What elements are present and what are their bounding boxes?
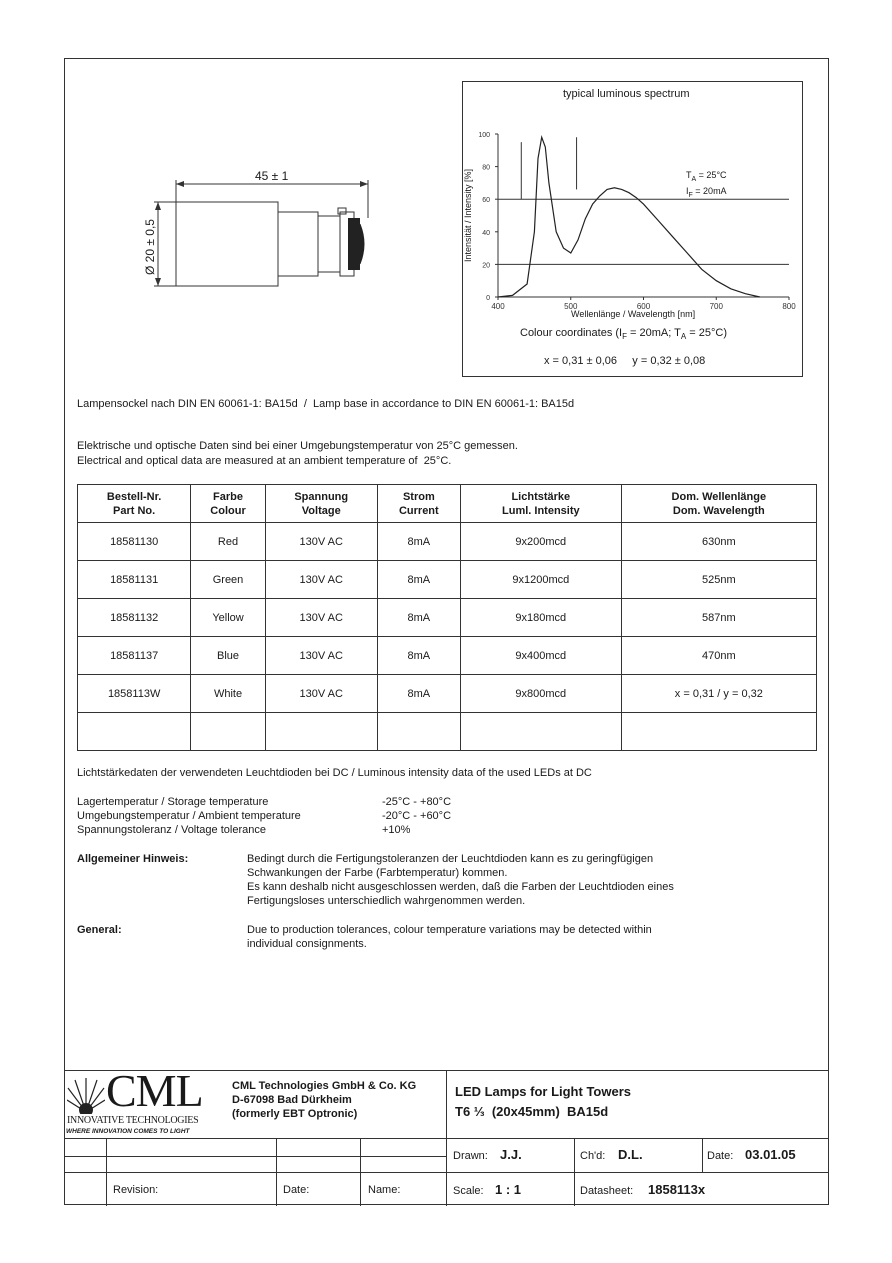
header-intensity: Lichtstärke Luml. Intensity xyxy=(460,485,621,523)
y-tick-label: 40 xyxy=(482,229,490,237)
scale-label: Scale: xyxy=(453,1185,484,1197)
company-name: CML Technologies GmbH & Co. KG xyxy=(232,1080,417,1092)
header-current: Strom Current xyxy=(377,485,460,523)
colour-coordinates-title: Colour coordinates ($I_F = 20mA$; $T_A = 25^\circ C$) xyxy=(520,327,728,342)
cell-intensity: 9x400mcd xyxy=(460,637,621,675)
cell-intensity xyxy=(460,713,621,751)
cell-intensity: 9x1200mcd xyxy=(460,561,621,599)
product-subtitle: T6 ⅓ (20x45mm) BA15d xyxy=(455,1104,609,1119)
cml-logo-tagline: WHERE INNOVATION COMES TO LIGHT xyxy=(66,1128,190,1135)
table-row xyxy=(78,637,817,675)
header-part-no: Bestell-Nr. Part No. xyxy=(78,485,191,523)
y-tick-label: 60 xyxy=(482,197,490,205)
header-voltage: Spannung Voltage xyxy=(265,485,377,523)
cell-current: 8mA xyxy=(377,599,460,637)
general-en-line: Due to production tolerances, colour temperature variations may be detected within xyxy=(247,924,652,936)
cell-colour: Blue xyxy=(191,637,266,675)
general-de-line: Bedingt durch die Fertigungstoleranzen der Leuchtdioden kann es zu geringfügigen xyxy=(247,853,654,865)
table-row xyxy=(78,599,817,637)
cell-voltage: 130V AC xyxy=(265,523,377,561)
cml-logo-text: CML xyxy=(106,1065,203,1116)
spec-label: Spannungstoleranz / Voltage tolerance xyxy=(77,824,266,836)
general-en-label: General: xyxy=(77,924,122,936)
cell-intensity: 9x180mcd xyxy=(460,599,621,637)
checked-label: Ch'd: xyxy=(580,1150,606,1162)
diameter-dimension: Ø 20 ± 0,5 xyxy=(143,219,157,275)
general-en-line: individual consignments. xyxy=(247,938,367,950)
y-tick-label: 0 xyxy=(486,295,490,302)
table-row xyxy=(78,713,817,751)
revision-date-label: Date: xyxy=(283,1184,310,1196)
cml-logo-subtitle: INNOVATIVE TECHNOLOGIES xyxy=(67,1115,199,1126)
x-tick-label: 800 xyxy=(782,302,796,311)
product-title: LED Lamps for Light Towers xyxy=(455,1084,631,1099)
cell-wavelength: x = 0,31 / y = 0,32 xyxy=(621,675,816,713)
spectrum-series-line xyxy=(498,137,760,297)
table-row xyxy=(78,561,817,599)
x-tick-label: 600 xyxy=(636,302,651,311)
checked-value: D.L. xyxy=(618,1147,643,1162)
header-wavelength: Dom. Wellenlänge Dom. Wavelength xyxy=(621,485,816,523)
cell-voltage: 130V AC xyxy=(265,599,377,637)
cell-intensity: 9x200mcd xyxy=(460,523,621,561)
x-tick-label: 700 xyxy=(709,302,723,311)
cell-current xyxy=(377,713,460,751)
cell-colour: Yellow xyxy=(191,599,266,637)
drawn-label: Drawn: xyxy=(453,1150,488,1162)
cell-part-no xyxy=(78,713,191,751)
cell-wavelength: 470nm xyxy=(621,637,816,675)
spectrum-y-axis-label: Intensität / Intensity [%] xyxy=(463,168,473,262)
spec-value: -25°C - +80°C xyxy=(382,796,452,808)
cell-wavelength xyxy=(621,713,816,751)
spectrum-title: typical luminous spectrum xyxy=(563,88,690,100)
cell-voltage: 130V AC xyxy=(265,561,377,599)
product-table xyxy=(77,484,817,751)
y-tick-label: 20 xyxy=(482,262,490,270)
datasheet-label: Datasheet: xyxy=(580,1185,634,1197)
ta-annotation: $T_A = 25^\circ C$ xyxy=(686,170,727,183)
datasheet-value: 1858113x xyxy=(648,1182,706,1197)
table-row xyxy=(78,675,817,713)
cell-voltage xyxy=(265,713,377,751)
cell-current: 8mA xyxy=(377,637,460,675)
drawn-value: J.J. xyxy=(500,1147,522,1162)
general-de-line: Schwankungen der Farbe (Farbtemperatur) kommen. xyxy=(247,867,508,879)
cell-voltage: 130V AC xyxy=(265,637,377,675)
date-value: 03.01.05 xyxy=(745,1147,796,1162)
measure-note-de: Elektrische und optische Daten sind bei einer Umgebungstemperatur von 25°C gemessen. xyxy=(77,440,518,452)
cell-wavelength: 630nm xyxy=(621,523,816,561)
cell-part-no: 18581132 xyxy=(78,599,191,637)
cell-current: 8mA xyxy=(377,675,460,713)
revision-label: Revision: xyxy=(113,1184,159,1196)
spec-label: Lagertemperatur / Storage temperature xyxy=(77,796,269,808)
cell-current: 8mA xyxy=(377,561,460,599)
cell-part-no: 18581130 xyxy=(78,523,191,561)
y-tick-label: 80 xyxy=(482,164,490,172)
general-de-line: Fertigungsloses unterschiedlich wahrgenommen werden. xyxy=(247,895,526,907)
cell-current: 8mA xyxy=(377,523,460,561)
cell-colour: White xyxy=(191,675,266,713)
revision-name-label: Name: xyxy=(368,1184,401,1196)
company-address: D-67098 Bad Dürkheim xyxy=(232,1094,352,1106)
table-row xyxy=(78,523,817,561)
cell-voltage: 130V AC xyxy=(265,675,377,713)
spectrum-x-axis-label: Wellenlänge / Wavelength [nm] xyxy=(571,309,696,319)
cml-logo-icon xyxy=(67,1076,105,1114)
x-tick-label: 500 xyxy=(564,302,578,311)
cell-part-no: 18581137 xyxy=(78,637,191,675)
cell-intensity: 9x800mcd xyxy=(460,675,621,713)
y-tick-label: 100 xyxy=(478,132,490,139)
scale-value: 1 : 1 xyxy=(495,1182,522,1197)
cell-colour: Red xyxy=(191,523,266,561)
table-header-row xyxy=(78,485,817,523)
cell-part-no: 18581131 xyxy=(78,561,191,599)
date-label: Date: xyxy=(707,1150,734,1162)
general-de-label: Allgemeiner Hinweis: xyxy=(77,853,189,865)
spec-value: +10% xyxy=(382,824,411,836)
spec-value: -20°C - +60°C xyxy=(382,810,452,822)
led-intensity-note: Lichtstärkedaten der verwendeten Leuchtdioden bei DC / Luminous intensity data of the used LEDs at DC xyxy=(77,767,592,779)
spec-label: Umgebungstemperatur / Ambient temperature xyxy=(77,810,301,822)
cell-part-no: 1858113W xyxy=(78,675,191,713)
cell-colour: Green xyxy=(191,561,266,599)
if-annotation: $I_F = 20mA$ xyxy=(686,186,727,199)
lamp-base-note: Lampensockel nach DIN EN 60061-1: BA15d / Lamp base in accordance to DIN EN 60061-1: BA15d xyxy=(77,398,575,410)
cell-wavelength: 587nm xyxy=(621,599,816,637)
general-de-line: Es kann deshalb nicht ausgeschlossen werden, daß die Farben der Leuchtdioden eines xyxy=(247,881,674,893)
header-colour: Farbe Colour xyxy=(191,485,266,523)
measure-note-en: Electrical and optical data are measured at an ambient temperature of 25°C. xyxy=(77,455,452,467)
company-former-name: (formerly EBT Optronic) xyxy=(232,1108,358,1120)
cell-colour xyxy=(191,713,266,751)
cell-wavelength: 525nm xyxy=(621,561,816,599)
x-tick-label: 400 xyxy=(491,302,505,311)
colour-coordinates-values: x = 0,31 ± 0,06 y = 0,32 ± 0,08 xyxy=(544,355,706,367)
length-dimension: 45 ± 1 xyxy=(255,169,289,183)
